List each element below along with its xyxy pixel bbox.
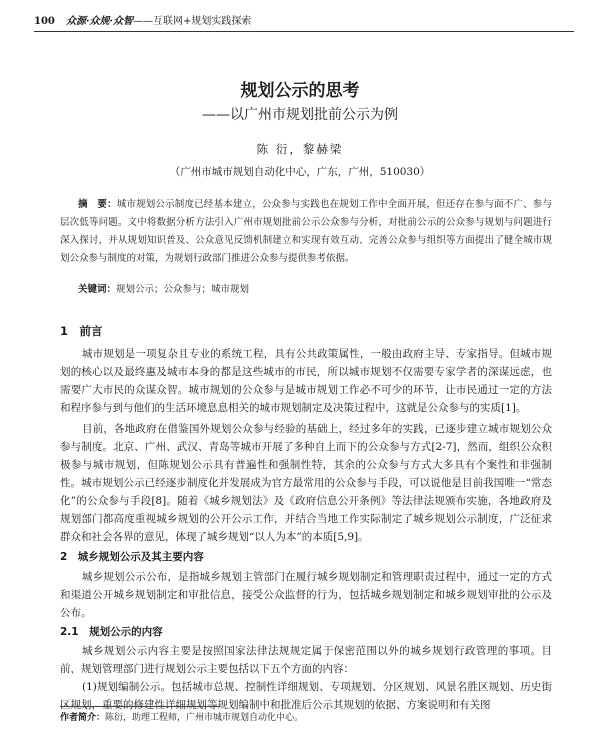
abstract [60, 196, 552, 268]
footnote-author-bio [60, 710, 303, 723]
section-2-1-paragraph-1: 城乡规划公示内容主要是按照国家法律法规规定属于保密范围以外的城乡规划行政管理的事项。目前，规划管理部门进行规划公示主要包括以下五个方面的内容： [60, 645, 552, 675]
section-2-paragraph-1: 城乡规划公示公布，是指城乡规划主管部门在履行城乡规划制定和管理职责过程中，通过一定的方式和渠道公开城乡规划制定和审批信息，接受公众监督的行为，包括城乡规划制定和城乡规划审批的公示及公布。 [60, 571, 552, 619]
section-1-heading: 1 前言 [60, 324, 103, 338]
footnote-text: 陈衍，助理工程师，广州市城市规划自动化中心。 [105, 713, 304, 723]
section-1-paragraph-1: 城市规划是一项复杂且专业的系统工程，具有公共政策属性，一般由政府主导、专家指导。但城市规划的核心以及最终惠及城市本身的都是这些城市的市民，所以城市规划不仅需要专家学者的深谋远虑，也需要广大市民的众谋众智。城市规划的公众参与是城市规划工作必不可少的环节，让市民通过一定的方法和程序参与到与他们的生活环境息息相关的城市规划制定及决策过程中，这就是公众参与的实质[1]。 [60, 348, 552, 414]
section-2-heading: 2 城乡规划公示及其主要内容 [60, 551, 204, 563]
author-affiliation: （广州市城市规划自动化中心，广东，广州，510030） [169, 166, 431, 178]
article-title: 规划公示的思考 [240, 81, 360, 101]
footnote-label: 作者简介： [60, 713, 106, 723]
abstract-label: 摘 要： [78, 199, 117, 210]
article-authors: 陈 衍，黎赫梁 [256, 142, 344, 156]
column-subtitle: ——互联网+规划实践探索 [133, 16, 252, 27]
magazine-title: 众源·众规·众智 [66, 16, 134, 27]
section-1-paragraph-2: 目前，各地政府在借鉴国外规划公众参与经验的基础上，经过多年的实践，已逐步建立城市规划公众参与制度。北京、广州、武汉、青岛等城市开展了多种自上而下的公众参与方式[2-7]，然而，组织公众积极参与城市规划，但陈规划公示具有普遍性和强制性特，其余的公众参与方式大多具有个案性和非强制性。城市规划公示已经逐步制度化并发展成为官方最常用的公众参与手段，可以说他是目前我国唯一“常态化”的公众参与手段[8]。随着《城乡规划法》及《政府信息公开条例》等法律法规颁布实施，各地政府及规划部门都高度重视城乡规划的公开公示工作，并结合当地工作实际制定了城乡规划公示制度，广泛征求群众和社会各界的意见，体现了城乡规划“以人为本”的本质[5,9]。 [60, 423, 552, 543]
keywords-label: 关键词： [78, 284, 117, 295]
page-number: 100 [34, 16, 55, 27]
running-header [34, 13, 574, 32]
article-subtitle: ——以广州市规划批前公示为例 [202, 107, 398, 123]
keywords-text: 规划公示；公众参与；城市规划 [116, 284, 250, 295]
section-2-1-paragraph-2: (1)规划编制公示。包括城市总规、控制性详细规划、专项规划、分区规划、风景名胜区规划、历史街区规划，重要的修建性详细规划等规划编制中和批准后公示其规划的依据、方案说明和有关图 [60, 681, 552, 711]
footnote-divider [60, 706, 220, 707]
keywords [78, 283, 552, 297]
abstract-text: 城市规划公示制度已经基本建立，公众参与实践也在规划工作中全面开展，但还存在参与面不广、参与层次低等问题。文中将数据分析方法引入广州市规划批前公示公众参与分析，对批前公示的公众参与规划与问题进行深入探讨，并从规划知识普及、公众意见反馈机制建立和实现有效互动、完善公众参与组织等方面提出了健全城市规划公众参与制度的对策，为规划行政部门推进公众参与提供参考依据。 [60, 199, 552, 264]
section-2-1-heading: 2.1 规划公示的内容 [60, 626, 163, 638]
